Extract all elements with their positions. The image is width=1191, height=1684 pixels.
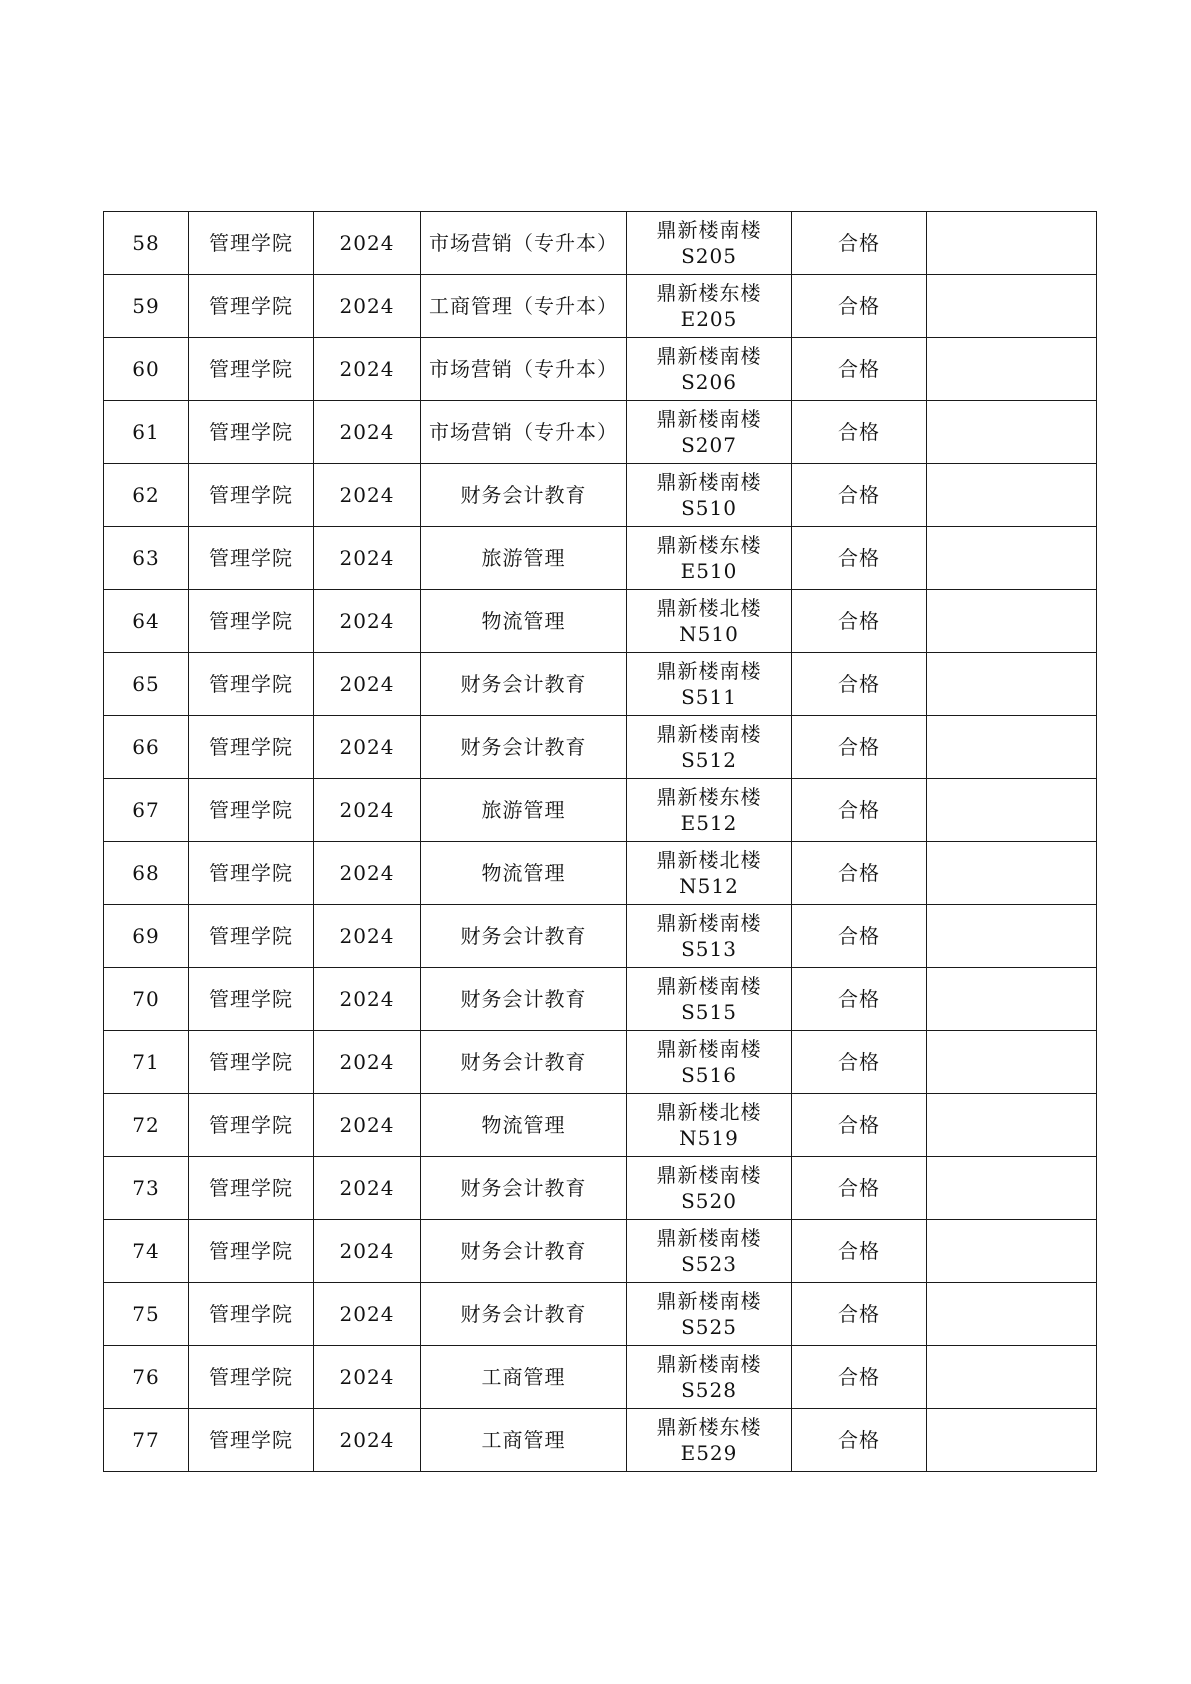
room-number: S206	[681, 370, 737, 394]
cell-major: 财务会计教育	[421, 1157, 627, 1220]
room-number: S523	[681, 1252, 737, 1276]
cell-major: 市场营销（专升本）	[421, 212, 627, 275]
cell-college: 管理学院	[189, 338, 314, 401]
cell-remark	[927, 1283, 1097, 1346]
cell-number: 62	[104, 464, 189, 527]
room-number: N510	[679, 622, 739, 646]
room-number: S528	[681, 1378, 737, 1402]
cell-result: 合格	[792, 1220, 927, 1283]
cell-remark	[927, 1346, 1097, 1409]
cell-location	[627, 527, 792, 590]
table-row	[104, 1346, 1097, 1409]
cell-location	[627, 275, 792, 338]
cell-college: 管理学院	[189, 716, 314, 779]
cell-year: 2024	[314, 779, 421, 842]
table-row	[104, 212, 1097, 275]
table-row	[104, 1157, 1097, 1220]
cell-result: 合格	[792, 590, 927, 653]
cell-college: 管理学院	[189, 1409, 314, 1472]
building-name: 鼎新楼南楼	[656, 344, 762, 368]
cell-remark	[927, 275, 1097, 338]
cell-result: 合格	[792, 275, 927, 338]
cell-result: 合格	[792, 527, 927, 590]
cell-college: 管理学院	[189, 527, 314, 590]
cell-result: 合格	[792, 464, 927, 527]
room-number: N512	[679, 874, 739, 898]
cell-number: 75	[104, 1283, 189, 1346]
cell-year: 2024	[314, 1283, 421, 1346]
building-name: 鼎新楼南楼	[656, 218, 762, 242]
cell-number: 71	[104, 1031, 189, 1094]
building-name: 鼎新楼北楼	[656, 848, 762, 872]
room-number: S520	[681, 1189, 737, 1213]
table-row	[104, 968, 1097, 1031]
cell-location	[627, 1409, 792, 1472]
cell-result: 合格	[792, 1094, 927, 1157]
cell-number: 72	[104, 1094, 189, 1157]
room-number: S513	[681, 937, 737, 961]
cell-year: 2024	[314, 1157, 421, 1220]
room-number: S511	[681, 685, 737, 709]
cell-location	[627, 716, 792, 779]
cell-year: 2024	[314, 590, 421, 653]
cell-college: 管理学院	[189, 968, 314, 1031]
cell-result: 合格	[792, 1031, 927, 1094]
cell-number: 58	[104, 212, 189, 275]
room-number: E529	[680, 1441, 738, 1465]
cell-year: 2024	[314, 212, 421, 275]
room-number: S207	[681, 433, 737, 457]
cell-remark	[927, 653, 1097, 716]
cell-result: 合格	[792, 1283, 927, 1346]
cell-year: 2024	[314, 653, 421, 716]
cell-remark	[927, 1031, 1097, 1094]
cell-remark	[927, 968, 1097, 1031]
cell-location	[627, 464, 792, 527]
cell-major: 工商管理（专升本）	[421, 275, 627, 338]
cell-location	[627, 968, 792, 1031]
cell-number: 67	[104, 779, 189, 842]
cell-year: 2024	[314, 842, 421, 905]
cell-college: 管理学院	[189, 464, 314, 527]
cell-major: 旅游管理	[421, 779, 627, 842]
cell-major: 财务会计教育	[421, 968, 627, 1031]
building-name: 鼎新楼南楼	[656, 974, 762, 998]
cell-remark	[927, 842, 1097, 905]
table-body	[104, 212, 1097, 1472]
cell-college: 管理学院	[189, 1031, 314, 1094]
cell-college: 管理学院	[189, 1220, 314, 1283]
table-row	[104, 1409, 1097, 1472]
cell-number: 76	[104, 1346, 189, 1409]
building-name: 鼎新楼北楼	[656, 596, 762, 620]
cell-location	[627, 905, 792, 968]
table-row	[104, 1031, 1097, 1094]
cell-number: 77	[104, 1409, 189, 1472]
cell-number: 59	[104, 275, 189, 338]
room-number: S516	[681, 1063, 737, 1087]
cell-remark	[927, 212, 1097, 275]
cell-major: 物流管理	[421, 590, 627, 653]
cell-major: 旅游管理	[421, 527, 627, 590]
cell-location	[627, 779, 792, 842]
cell-result: 合格	[792, 653, 927, 716]
cell-remark	[927, 905, 1097, 968]
cell-location	[627, 842, 792, 905]
table-row	[104, 338, 1097, 401]
room-number: S205	[681, 244, 737, 268]
table-row	[104, 401, 1097, 464]
cell-major: 工商管理	[421, 1409, 627, 1472]
cell-remark	[927, 590, 1097, 653]
cell-number: 68	[104, 842, 189, 905]
table-row	[104, 653, 1097, 716]
cell-major: 财务会计教育	[421, 1031, 627, 1094]
cell-location	[627, 1220, 792, 1283]
cell-remark	[927, 1409, 1097, 1472]
cell-number: 63	[104, 527, 189, 590]
cell-year: 2024	[314, 275, 421, 338]
cell-location	[627, 338, 792, 401]
cell-year: 2024	[314, 1031, 421, 1094]
building-name: 鼎新楼南楼	[656, 407, 762, 431]
cell-college: 管理学院	[189, 590, 314, 653]
cell-number: 69	[104, 905, 189, 968]
building-name: 鼎新楼南楼	[656, 1289, 762, 1313]
table-row	[104, 527, 1097, 590]
room-number: N519	[679, 1126, 739, 1150]
table-row	[104, 464, 1097, 527]
cell-major: 财务会计教育	[421, 1220, 627, 1283]
cell-location	[627, 1094, 792, 1157]
cell-major: 物流管理	[421, 1094, 627, 1157]
cell-number: 70	[104, 968, 189, 1031]
cell-major: 财务会计教育	[421, 653, 627, 716]
cell-location	[627, 653, 792, 716]
cell-college: 管理学院	[189, 1157, 314, 1220]
cell-number: 74	[104, 1220, 189, 1283]
dormitory-inspection-table	[103, 211, 1097, 1472]
building-name: 鼎新楼南楼	[656, 722, 762, 746]
cell-college: 管理学院	[189, 1094, 314, 1157]
cell-major: 市场营销（专升本）	[421, 338, 627, 401]
cell-location	[627, 212, 792, 275]
cell-year: 2024	[314, 1409, 421, 1472]
building-name: 鼎新楼东楼	[656, 1415, 762, 1439]
cell-number: 65	[104, 653, 189, 716]
building-name: 鼎新楼南楼	[656, 470, 762, 494]
cell-result: 合格	[792, 779, 927, 842]
cell-location	[627, 1157, 792, 1220]
cell-number: 60	[104, 338, 189, 401]
cell-year: 2024	[314, 464, 421, 527]
cell-college: 管理学院	[189, 401, 314, 464]
cell-remark	[927, 527, 1097, 590]
table-row	[104, 275, 1097, 338]
room-number: E205	[680, 307, 738, 331]
cell-result: 合格	[792, 401, 927, 464]
cell-year: 2024	[314, 1346, 421, 1409]
table-row	[104, 905, 1097, 968]
building-name: 鼎新楼东楼	[656, 281, 762, 305]
cell-remark	[927, 401, 1097, 464]
cell-location	[627, 1283, 792, 1346]
cell-college: 管理学院	[189, 212, 314, 275]
cell-number: 66	[104, 716, 189, 779]
cell-year: 2024	[314, 905, 421, 968]
cell-remark	[927, 716, 1097, 779]
cell-year: 2024	[314, 716, 421, 779]
cell-result: 合格	[792, 338, 927, 401]
cell-college: 管理学院	[189, 1346, 314, 1409]
cell-year: 2024	[314, 527, 421, 590]
cell-location	[627, 401, 792, 464]
table-row	[104, 1094, 1097, 1157]
cell-number: 64	[104, 590, 189, 653]
building-name: 鼎新楼东楼	[656, 533, 762, 557]
cell-major: 财务会计教育	[421, 464, 627, 527]
room-number: S515	[681, 1000, 737, 1024]
room-number: S512	[681, 748, 737, 772]
building-name: 鼎新楼北楼	[656, 1100, 762, 1124]
cell-college: 管理学院	[189, 905, 314, 968]
cell-remark	[927, 338, 1097, 401]
cell-major: 物流管理	[421, 842, 627, 905]
cell-year: 2024	[314, 1220, 421, 1283]
cell-number: 73	[104, 1157, 189, 1220]
table-row	[104, 716, 1097, 779]
building-name: 鼎新楼南楼	[656, 1352, 762, 1376]
cell-remark	[927, 1094, 1097, 1157]
cell-college: 管理学院	[189, 1283, 314, 1346]
cell-remark	[927, 1220, 1097, 1283]
cell-major: 市场营销（专升本）	[421, 401, 627, 464]
table-row	[104, 590, 1097, 653]
cell-result: 合格	[792, 968, 927, 1031]
cell-year: 2024	[314, 1094, 421, 1157]
cell-remark	[927, 464, 1097, 527]
cell-location	[627, 590, 792, 653]
cell-college: 管理学院	[189, 842, 314, 905]
table-row	[104, 779, 1097, 842]
room-number: S510	[681, 496, 737, 520]
cell-result: 合格	[792, 212, 927, 275]
cell-college: 管理学院	[189, 779, 314, 842]
building-name: 鼎新楼南楼	[656, 1037, 762, 1061]
cell-remark	[927, 1157, 1097, 1220]
cell-location	[627, 1346, 792, 1409]
room-number: E510	[680, 559, 738, 583]
cell-major: 财务会计教育	[421, 905, 627, 968]
room-number: S525	[681, 1315, 737, 1339]
cell-result: 合格	[792, 1157, 927, 1220]
cell-year: 2024	[314, 968, 421, 1031]
cell-college: 管理学院	[189, 653, 314, 716]
building-name: 鼎新楼南楼	[656, 659, 762, 683]
building-name: 鼎新楼南楼	[656, 1226, 762, 1250]
table-row	[104, 1283, 1097, 1346]
cell-result: 合格	[792, 716, 927, 779]
cell-major: 财务会计教育	[421, 716, 627, 779]
cell-result: 合格	[792, 1409, 927, 1472]
cell-result: 合格	[792, 905, 927, 968]
cell-college: 管理学院	[189, 275, 314, 338]
cell-year: 2024	[314, 401, 421, 464]
cell-year: 2024	[314, 338, 421, 401]
cell-location	[627, 1031, 792, 1094]
cell-remark	[927, 779, 1097, 842]
building-name: 鼎新楼南楼	[656, 1163, 762, 1187]
cell-result: 合格	[792, 842, 927, 905]
cell-result: 合格	[792, 1346, 927, 1409]
cell-number: 61	[104, 401, 189, 464]
building-name: 鼎新楼南楼	[656, 911, 762, 935]
building-name: 鼎新楼东楼	[656, 785, 762, 809]
table-row	[104, 1220, 1097, 1283]
table-row	[104, 842, 1097, 905]
cell-major: 工商管理	[421, 1346, 627, 1409]
cell-major: 财务会计教育	[421, 1283, 627, 1346]
room-number: E512	[680, 811, 738, 835]
